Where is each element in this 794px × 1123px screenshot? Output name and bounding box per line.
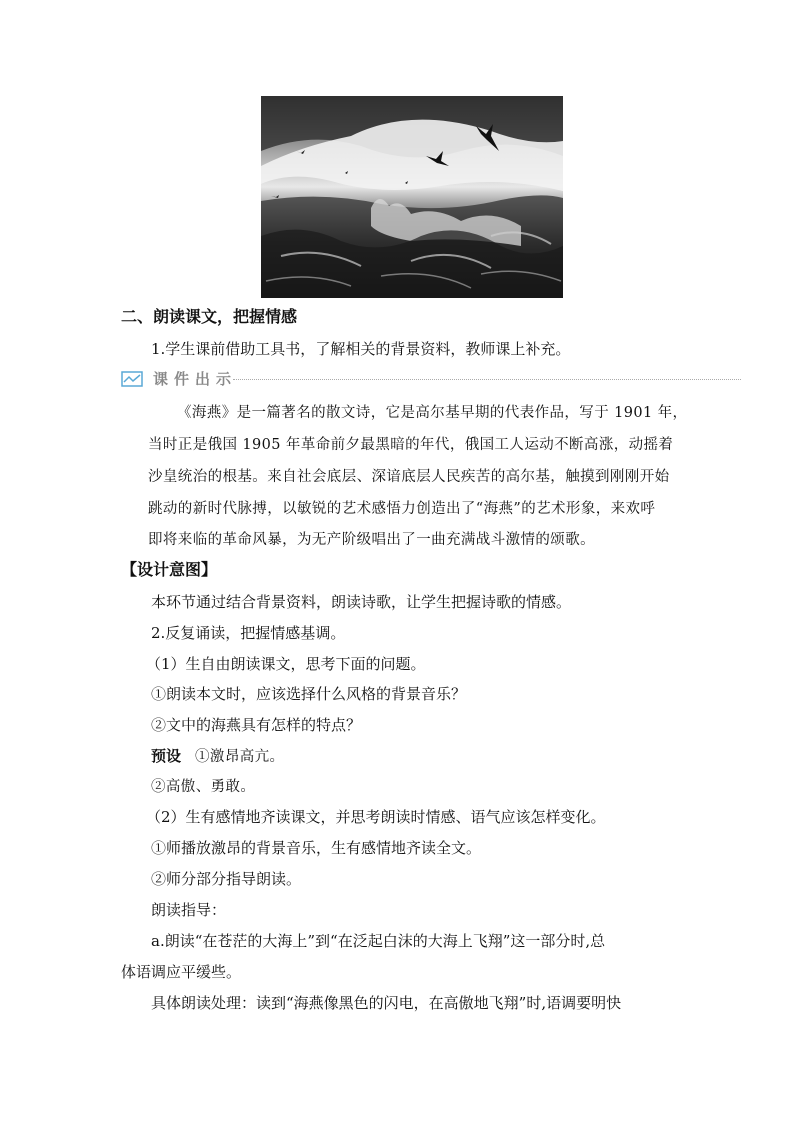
preset-label: 预设: [151, 747, 182, 765]
preset-answer-b: ②高傲、勇敢。: [151, 779, 256, 795]
reading-guide-a-line-2: 体语调应平缓些。: [121, 963, 242, 981]
question-1: （1）生自由朗读课文，思考下面的问题。: [146, 655, 426, 673]
question-2-a: ①师播放激昂的背景音乐，生有感情地齐读全文。: [151, 839, 482, 857]
preset-answer-a: ①激昂高亢。: [195, 749, 285, 765]
background-line-5: 即将来临的革命风暴，为无产阶级唱出了一曲充满战斗激情的颂歌。: [148, 532, 595, 548]
preset-line: [151, 746, 284, 767]
dotted-divider: [233, 379, 741, 380]
reading-guide-a-line-1: a.朗读“在苍茫的大海上”到“在泛起白沫的大海上飞翔”这一部分时,总: [151, 932, 606, 950]
step-1-text: 1.学生课前借助工具书，了解相关的背景资料，教师课上补充。: [151, 340, 571, 358]
chart-icon: [121, 371, 143, 387]
design-intent-title: 【设计意图】: [121, 560, 218, 579]
background-line-3: 沙皇统治的根基。来自社会底层、深谙底层人民疾苦的高尔基，触摸到刚刚开始: [148, 469, 670, 485]
question-1-a: ①朗读本文时，应该选择什么风格的背景音乐？: [151, 685, 467, 703]
design-intent-text: 本环节通过结合背景资料，朗读诗歌，让学生把握诗歌的情感。: [151, 593, 572, 611]
courseware-display-banner: [121, 368, 741, 390]
reading-guide-detail: 具体朗读处理：读到“海燕像黑色的闪电，在高傲地飞翔”时,语调要明快: [151, 994, 622, 1012]
question-2-b: ②师分部分指导朗读。: [151, 870, 302, 888]
section-heading: 二、朗读课文，把握情感: [121, 307, 298, 326]
question-1-b: ②文中的海燕具有怎样的特点？: [151, 716, 362, 734]
courseware-label: 课件出示: [153, 370, 238, 388]
reading-guide-title: 朗读指导：: [151, 901, 227, 919]
background-line-4: 跳动的新时代脉搏，以敏锐的艺术感悟力创造出了“海燕”的艺术形象，来欢呼: [148, 501, 656, 517]
step-2-text: 2.反复诵读，把握情感基调。: [151, 624, 346, 642]
seagulls-over-stormy-sea-photo: [261, 96, 563, 298]
question-2: （2）生有感情地齐读课文，并思考朗读时情感、语气应该怎样变化。: [146, 808, 606, 826]
background-line-1: 《海燕》是一篇著名的散文诗，它是高尔基早期的代表作品，写于 1901 年，: [177, 405, 688, 421]
background-line-2: 当时正是俄国 1905 年革命前夕最黑暗的年代，俄国工人运动不断高涨，动摇着: [148, 437, 674, 453]
